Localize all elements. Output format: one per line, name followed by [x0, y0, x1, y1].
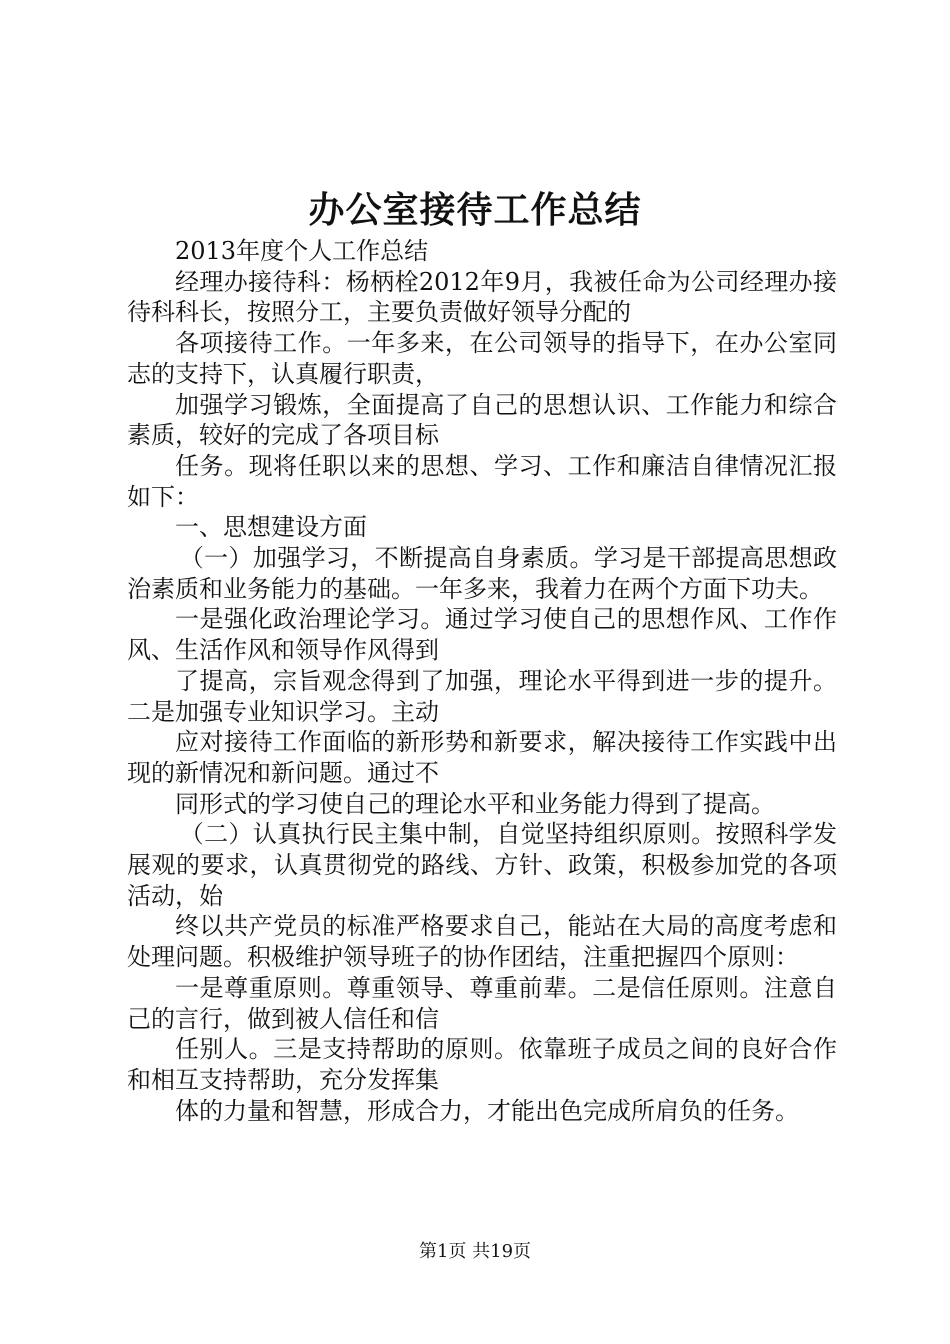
paragraph: 了提高，宗旨观念得到了加强，理论水平得到进一步的提升。二是加强专业知识学习。主动 — [127, 666, 837, 726]
section-heading: 一、思想建设方面 — [175, 513, 367, 542]
paragraph: 一是强化政治理论学习。通过学习使自己的思想作风、工作作风、生活作风和领导作风得到 — [127, 605, 837, 665]
paragraph: 应对接待工作面临的新形势和新要求，解决接待工作实践中出现的新情况和新问题。通过不 — [127, 728, 837, 787]
paragraph: 加强学习锻炼，全面提高了自己的思想认识、工作能力和综合素质，较好的完成了各项目标 — [127, 390, 837, 450]
paragraph: 体的力量和智慧，形成合力，才能出色完成所肩负的任务。 — [175, 1096, 799, 1125]
paragraph: （一）加强学习，不断提高自身素质。学习是干部提高思想政治素质和业务能力的基础。一年多来，我着力在两个方面下功夫。 — [127, 544, 837, 603]
paragraph: 终以共产党员的标准严格要求自己，能站在大局的高度考虑和处理问题。积极维护领导班子的协作团结，注重把握四个原则： — [127, 912, 837, 972]
paragraph: 任务。现将任职以来的思想、学习、工作和廉洁自律情况汇报如下： — [127, 451, 837, 511]
paragraph: 任别人。三是支持帮助的原则。依靠班子成员之间的良好合作和相互支持帮助，充分发挥集 — [127, 1035, 837, 1094]
paragraph: 同形式的学习使自己的理论水平和业务能力得到了提高。 — [175, 789, 775, 818]
paragraph: 各项接待工作。一年多来，在公司领导的指导下，在办公室同志的支持下，认真履行职责， — [127, 329, 837, 388]
paragraph: 一是尊重原则。尊重领导、尊重前辈。二是信任原则。注意自己的言行，做到被人信任和信 — [127, 973, 837, 1033]
page-footer: 第1页 共19页 — [418, 1241, 532, 1262]
paragraph: （二）认真执行民主集中制，自觉坚持组织原则。按照科学发展观的要求，认真贯彻党的路线、方针、政策，积极参加党的各项活动，始 — [127, 820, 837, 910]
paragraph: 2013年度个人工作总结 — [175, 237, 429, 265]
paragraph: 经理办接待科：杨柄栓2012年9月，我被任命为公司经理办接待科科长，按照分工，主要负责做好领导分配的 — [127, 267, 837, 327]
document-title: 办公室接待工作总结 — [308, 189, 642, 231]
document-body — [127, 236, 837, 1126]
